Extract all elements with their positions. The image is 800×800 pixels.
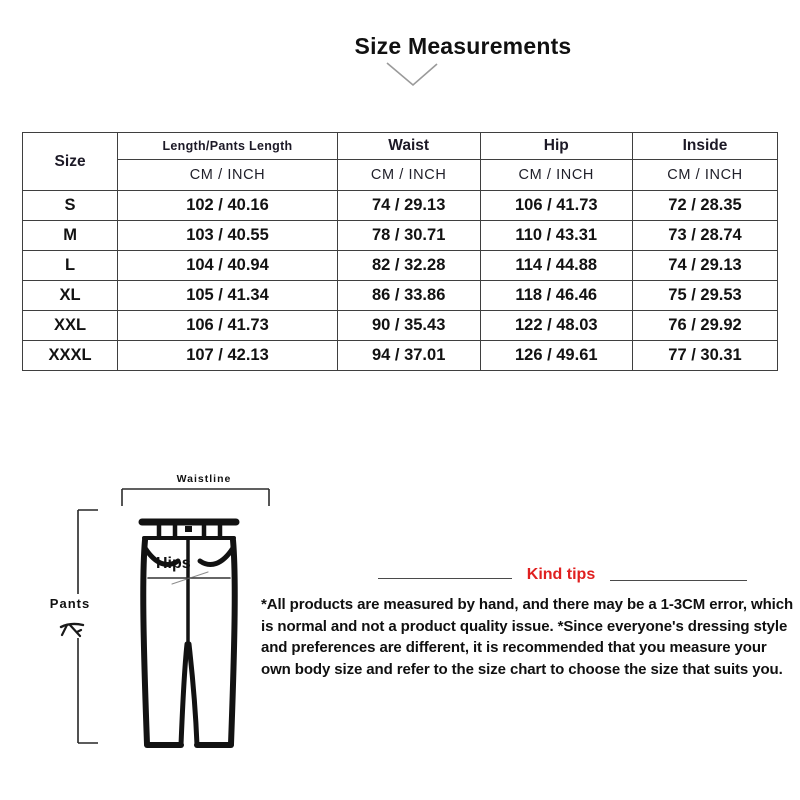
- header-row: [23, 133, 778, 160]
- measurement-cell: 107 / 42.13: [118, 341, 338, 371]
- unit-label: CM / INCH: [118, 160, 338, 191]
- table-row: [23, 311, 778, 341]
- cjk-length-glyph: [58, 616, 86, 642]
- measurement-cell: 104 / 40.94: [118, 251, 338, 281]
- tips-heading: Kind tips: [526, 566, 596, 583]
- measurement-cell: 90 / 35.43: [337, 311, 480, 341]
- measurement-cell: 118 / 46.46: [480, 281, 633, 311]
- measurement-cell: 106 / 41.73: [480, 191, 633, 221]
- measurement-cell: 102 / 40.16: [118, 191, 338, 221]
- measurement-cell: 77 / 30.31: [633, 341, 778, 371]
- measurement-cell: 105 / 41.34: [118, 281, 338, 311]
- measurement-cell: 78 / 30.71: [337, 221, 480, 251]
- measurement-cell: 114 / 44.88: [480, 251, 633, 281]
- measurement-cell: 74 / 29.13: [633, 251, 778, 281]
- measurement-cell: 106 / 41.73: [118, 311, 338, 341]
- size-cell: S: [23, 191, 118, 221]
- column-header-hip: Hip: [480, 133, 633, 160]
- unit-label: CM / INCH: [337, 160, 480, 191]
- tips-divider-right: [610, 580, 747, 581]
- pants-illustration: [130, 515, 242, 750]
- table-row: [23, 251, 778, 281]
- measurement-cell: 122 / 48.03: [480, 311, 633, 341]
- measurement-cell: 72 / 28.35: [633, 191, 778, 221]
- column-header-waist: Waist: [337, 133, 480, 160]
- measurement-cell: 73 / 28.74: [633, 221, 778, 251]
- measurement-cell: 75 / 29.53: [633, 281, 778, 311]
- measurement-cell: 86 / 33.86: [337, 281, 480, 311]
- tips-body-text: *All products are measured by hand, and there may be a 1-3CM error, which is normal and not a product quality issue. *Since everyone's dressing style and preferences are different, it is recommended that you measure your own body size and refer to the size chart to choose the size that suits you.: [261, 596, 794, 678]
- tips-divider-left: [378, 578, 512, 579]
- unit-label: CM / INCH: [633, 160, 778, 191]
- size-cell: M: [23, 221, 118, 251]
- measurement-cell: 110 / 43.31: [480, 221, 633, 251]
- pants-length-label: Pants: [49, 596, 91, 611]
- measurement-cell: 126 / 49.61: [480, 341, 633, 371]
- unit-row: [23, 160, 778, 191]
- unit-label: CM / INCH: [480, 160, 633, 191]
- waistline-label: Waistline: [176, 473, 232, 485]
- size-cell: XXL: [23, 311, 118, 341]
- size-cell: XXXL: [23, 341, 118, 371]
- chevron-down-icon: [386, 60, 438, 88]
- column-header-length: Length/Pants Length: [118, 133, 338, 160]
- table-row: [23, 341, 778, 371]
- measurement-cell: 82 / 32.28: [337, 251, 480, 281]
- column-header-size: Size: [23, 133, 118, 191]
- size-cell: L: [23, 251, 118, 281]
- table-row: [23, 191, 778, 221]
- table-row: [23, 221, 778, 251]
- hips-label: Hips: [156, 555, 191, 572]
- page-title: Size Measurements: [354, 33, 572, 59]
- table-row: [23, 281, 778, 311]
- size-cell: XL: [23, 281, 118, 311]
- waistline-bracket: [121, 488, 271, 507]
- measurement-cell: 74 / 29.13: [337, 191, 480, 221]
- column-header-inside: Inside: [633, 133, 778, 160]
- measurement-cell: 103 / 40.55: [118, 221, 338, 251]
- measurement-cell: 76 / 29.92: [633, 311, 778, 341]
- measurement-cell: 94 / 37.01: [337, 341, 480, 371]
- size-table: [22, 132, 778, 371]
